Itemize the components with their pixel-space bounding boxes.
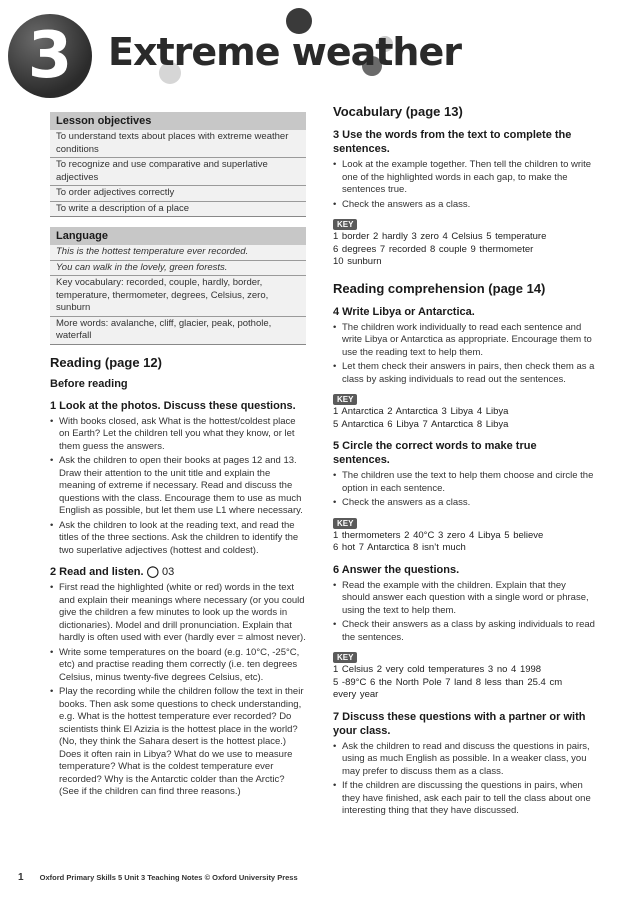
key-line: 5 -89°C 6 the North Pole 7 land 8 less than 25.4 cm bbox=[333, 676, 563, 688]
language-item: You can walk in the lovely, green forests. bbox=[50, 260, 306, 276]
list-item: • The children use the text to help them choose and circle the option in each sentence. bbox=[333, 470, 595, 495]
unit-number: 3 bbox=[27, 19, 73, 93]
list-item: • The children work individually to read each sentence and write Libya or Antarctica as appropriate. Encourage them to use the reading text to help them. bbox=[333, 322, 595, 360]
question-6-bullets bbox=[333, 580, 595, 645]
language-item: This is the hottest temperature ever recorded. bbox=[50, 245, 306, 260]
list-item: • Check their answers as a class by asking individuals to read the sentences. bbox=[333, 619, 595, 644]
key-line: 1 border 2 hardly 3 zero 4 Celsius 5 temperature bbox=[333, 231, 547, 242]
list-item: • Check the answers as a class. bbox=[333, 497, 595, 510]
left-column bbox=[50, 112, 306, 801]
question-5-bullets bbox=[333, 470, 595, 510]
question-6-title: 6 Answer the questions. bbox=[333, 563, 460, 576]
objective-item: To write a description of a place bbox=[50, 201, 306, 217]
key-line: 1 Antarctica 2 Antarctica 3 Libya 4 Libya bbox=[333, 406, 509, 417]
key-line: 10 sunburn bbox=[333, 256, 382, 267]
key-line: 6 hot 7 Antarctica 8 isn’t much bbox=[333, 542, 466, 553]
right-column bbox=[333, 104, 595, 820]
list-item: • Let them check their answers in pairs, then check them as a class by asking individuals to read out the sentences. bbox=[333, 361, 595, 386]
page-footer bbox=[18, 872, 298, 883]
key-badge: KEY bbox=[333, 219, 357, 230]
track-number: 03 bbox=[161, 566, 175, 578]
footer-text: Oxford Primary Skills 5 Unit 3 Teaching Notes © Oxford University Press bbox=[39, 873, 298, 882]
question-1-title: 1 Look at the photos. Discuss these questions. bbox=[50, 399, 296, 412]
key-line: 5 Antarctica 6 Libya 7 Antarctica 8 Libya bbox=[333, 418, 509, 430]
reading-heading: Reading (page 12) bbox=[50, 354, 162, 370]
list-item: • Check the answers as a class. bbox=[333, 199, 595, 212]
language-item: More words: avalanche, cliff, glacier, peak, pothole, waterfall bbox=[50, 316, 306, 344]
key-line: 6 degrees 7 recorded 8 couple 9 thermometer bbox=[333, 243, 534, 255]
language-box bbox=[50, 227, 306, 345]
objective-item: To recognize and use comparative and superlative adjectives bbox=[50, 157, 306, 185]
objective-item: To order adjectives correctly bbox=[50, 185, 306, 201]
before-reading-heading: Before reading bbox=[50, 377, 128, 390]
key-line: every year bbox=[333, 689, 379, 700]
vocabulary-heading: Vocabulary (page 13) bbox=[333, 104, 463, 119]
list-item: • First read the highlighted (white or red) words in the text and explain their meanings where necessary (or you could give the children a few minutes to look up the words in dictionaries). Model and drill pronunciation. Explain that hardly is often used with ever (hardly ever = almost never). bbox=[50, 582, 306, 645]
page-title: Extreme weather bbox=[108, 30, 461, 74]
cd-icon: ◯ bbox=[146, 566, 159, 578]
question-2-bullets bbox=[50, 582, 306, 799]
list-item: • Look at the example together. Then tell the children to write one of the highlighted words in each gap, to make the sentences true. bbox=[333, 159, 595, 197]
list-item: • Ask the children to read and discuss the questions in pairs, using as much English as possible. In a weaker class, you may prefer to discuss them as a class. bbox=[333, 741, 595, 779]
key-badge: KEY bbox=[333, 394, 357, 405]
question-7-title: 7 Discuss these questions with a partner or with your class. bbox=[333, 710, 586, 737]
list-item: • Read the example with the children. Explain that they should answer each question with a single word or phrase, using the text to help them. bbox=[333, 580, 595, 618]
lesson-objectives-heading: Lesson objectives bbox=[50, 112, 306, 130]
page-number: 1 bbox=[18, 872, 24, 883]
question-2-title bbox=[50, 565, 306, 579]
objective-item: To understand texts about places with extreme weather conditions bbox=[50, 130, 306, 157]
list-item: • Ask the children to look at the reading text, and read the titles of the three sections. Ask the children to identify the two superlative adjectives (hottest and coldest). bbox=[50, 520, 306, 558]
key-badge: KEY bbox=[333, 652, 357, 663]
language-item: Key vocabulary: recorded, couple, hardly, border, temperature, thermometer, degrees, Celsius, zero, sunburn bbox=[50, 275, 306, 316]
list-item: • Write some temperatures on the board (e.g. 10°C, -25°C, etc) and practise reading them correctly (i.e. ten degrees Celsius, minus twenty-five degrees Celsius, etc). bbox=[50, 647, 306, 685]
question-3-title: 3 Use the words from the text to complete the sentences. bbox=[333, 129, 572, 155]
question-1-bullets bbox=[50, 416, 306, 558]
question-7-bullets bbox=[333, 741, 595, 818]
list-item: • Ask the children to open their books at pages 12 and 13. Draw their attention to the unit title and explain the meaning of extreme if necessary. Read and discuss the questions with the class. Encourage them to use as much English as possible, but let them use L1 where necessary. bbox=[50, 455, 306, 518]
question-4-bullets bbox=[333, 322, 595, 387]
key-line: 1 Celsius 2 very cold temperatures 3 no 4 1998 bbox=[333, 664, 542, 675]
list-item: • Play the recording while the children follow the text in their books. Then ask some questions to check understanding, e.g. What is the hottest temperature ever recorded? Do scientists think El Azizia is the hottest place in the world? (No, they think the Sahara desert is the hottest place.) Does it often rain in Libya? What do we use to measure temperature? What is the coldest temperature ever recorded? Why is the Antarctic colder than the Arctic? (See if the children can find three reasons.) bbox=[50, 686, 306, 799]
key-line: 1 thermometers 2 40°C 3 zero 4 Libya 5 believe bbox=[333, 529, 544, 541]
comprehension-heading: Reading comprehension (page 14) bbox=[333, 280, 546, 296]
list-item: • With books closed, ask What is the hottest/coldest place on Earth? Let the children tell you what they know, or let them guess the answers. bbox=[50, 416, 306, 454]
list-item: • If the children are discussing the questions in pairs, when they have finished, ask each pair to tell the class about one interesting thing that they have discussed. bbox=[333, 780, 595, 818]
lesson-objectives-box bbox=[50, 112, 306, 217]
question-2-label: 2 Read and listen. bbox=[50, 566, 144, 578]
question-5-title: 5 Circle the correct words to make true sentences. bbox=[333, 440, 537, 466]
key-badge: KEY bbox=[333, 518, 357, 529]
question-3-bullets bbox=[333, 159, 595, 211]
question-4-title: 4 Write Libya or Antarctica. bbox=[333, 305, 475, 318]
language-heading: Language bbox=[50, 227, 306, 245]
